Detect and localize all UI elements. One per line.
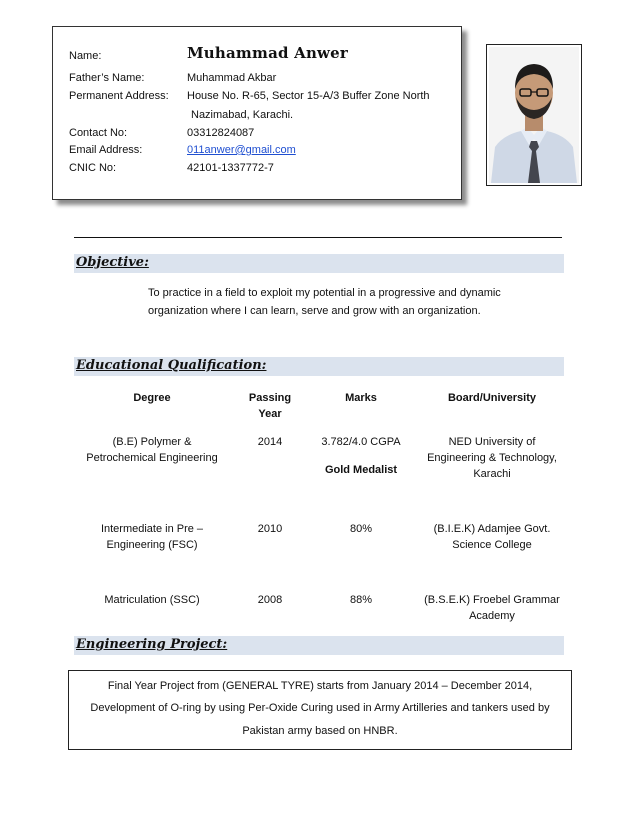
row-2-board-line2: Science College [452, 539, 532, 551]
project-line-1: Final Year Project from (GENERAL TYRE) starts from January 2014 – December 2014, [107, 680, 533, 692]
email-link[interactable]: 011anwer@gmail.com [187, 144, 296, 156]
header-divider-line [74, 237, 562, 238]
row-2-degree-line1: Intermediate in Pre – [100, 523, 204, 535]
education-section-header [74, 357, 564, 376]
objective-section-header [74, 254, 564, 273]
objective-line-2: organization where I can learn, serve and grow with an organization. [148, 305, 481, 317]
header-passing-line1: Passing [248, 392, 292, 404]
address-value-line1: House No. R-65, Sector 15-A/3 Buffer Zone North [187, 90, 430, 102]
row-1-board-line3: Karachi [473, 468, 511, 480]
table-row-1-marks: 3.782/4.0 CGPA [321, 436, 401, 448]
row-3-board-line2: Academy [469, 610, 515, 622]
name-label: Name: [69, 50, 102, 62]
cnic-value: 42101-1337772-7 [187, 162, 274, 174]
table-row-3-board [412, 592, 572, 624]
objective-line-1: To practice in a field to exploit my potential in a progressive and dynamic [148, 287, 501, 299]
project-section-header [74, 636, 564, 655]
cnic-label: CNIC No: [69, 162, 117, 174]
project-line-3: Pakistan army based on HNBR. [242, 725, 398, 737]
header-marks: Marks [345, 392, 377, 404]
name-value: Muhammad Anwer [187, 44, 349, 62]
row-1-degree-line1: (B.E) Polymer & [112, 436, 192, 448]
contact-label: Contact No: [69, 127, 128, 139]
row-2-degree-line2: Engineering (FSC) [106, 539, 198, 551]
header-degree: Degree [133, 392, 171, 404]
address-value-line2: Nazimabad, Karachi. [191, 109, 294, 121]
header-board: Board/University [447, 392, 537, 404]
table-row-2-marks: 80% [349, 523, 373, 535]
table-row-2-board [412, 521, 572, 553]
table-row-1-board [412, 434, 572, 482]
table-row-3-year: 2008 [257, 594, 283, 606]
row-3-board-line1: (B.S.E.K) Froebel Grammar [424, 594, 560, 606]
project-title: Engineering Project: [76, 637, 228, 652]
personal-info-box [52, 26, 462, 200]
header-passing-year [232, 390, 308, 422]
row-2-board-line1: (B.I.E.K) Adamjee Govt. [433, 523, 551, 535]
table-row-1-award: Gold Medalist [324, 464, 398, 476]
profile-photo-icon [489, 47, 579, 183]
profile-photo-frame [486, 44, 582, 186]
table-row-3-degree: Matriculation (SSC) [104, 594, 200, 606]
table-row-1-degree [74, 434, 230, 466]
row-1-board-line2: Engineering & Technology, [427, 452, 557, 464]
address-label: Permanent Address: [69, 90, 169, 102]
contact-value: 03312824087 [187, 127, 255, 139]
father-value: Muhammad Akbar [187, 72, 277, 84]
table-row-1-year: 2014 [257, 436, 283, 448]
table-row-3-marks: 88% [349, 594, 373, 606]
education-title: Educational Qualification: [76, 358, 267, 373]
email-label: Email Address: [69, 144, 143, 156]
objective-title: Objective: [76, 255, 149, 270]
project-line-2: Development of O-ring by using Per-Oxide Curing used in Army Artilleries and tankers used by [90, 702, 550, 714]
header-passing-line2: Year [258, 408, 282, 420]
table-row-2-year: 2010 [257, 523, 283, 535]
father-label: Father’s Name: [69, 72, 145, 84]
row-1-board-line1: NED University of [448, 436, 536, 448]
table-row-2-degree [74, 521, 230, 553]
objective-text [148, 284, 548, 320]
row-1-degree-line2: Petrochemical Engineering [86, 452, 218, 464]
project-box [68, 670, 572, 750]
